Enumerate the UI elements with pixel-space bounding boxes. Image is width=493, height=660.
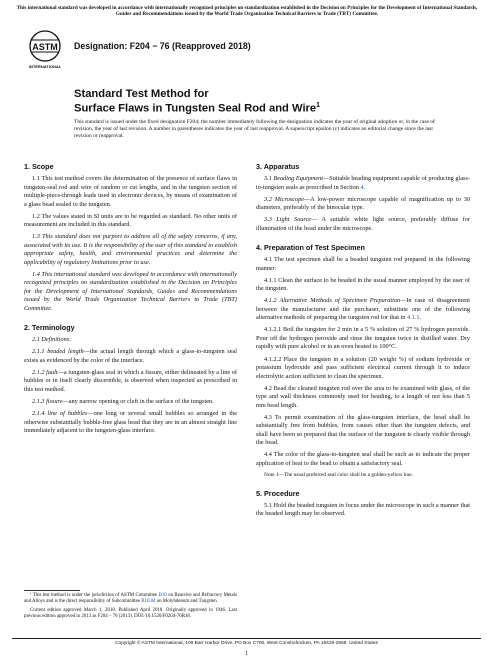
scope-1-1: 1.1 This test method covers the determination of the presence of surface flaws in tungsten-seal rod and wire of random or cut lengths, and in the tungsten section of multiple-piece-through leads used in electronic devices, by means of examination of a glass bead sealed to the tungsten. — [24, 175, 237, 208]
scope-heading: 1. Scope — [24, 162, 54, 171]
apparatus-3-3: 3.3 Light Source— A suitable white light source, preferably diffuse for illumination of the bead under the microscope. — [256, 216, 470, 232]
note-1: Note 1—The usual preferred seal color shall be a golden-yellow hue. — [264, 471, 413, 478]
procedure-5-1: 5.1 Hold the beaded tungsten in focus under the microscope in such a manner that the beaded length may be observed. — [256, 501, 470, 518]
terminology-heading: 2. Terminology — [24, 323, 75, 333]
copyright-line: Copyright © ASTM International, 100 Barr Harbor Drive, PO Box C700, West Conshohocken, PA 19428-2959. United States — [115, 641, 378, 646]
terminology-2-1-4: 2.1.4 line of bubbles—one long or several small bubbles so arranged in the otherwise substantially bubble-free glass bead that they are in an almost straight line immediately adjacent to the tungsten-glass interface. — [24, 410, 237, 435]
subcommittee-b10-04-link[interactable]: B10.04 — [141, 599, 156, 605]
apparatus-3-1: 3.1 Beading Equipment—Suitable beading equipment capable of producing glass-to-tungsten seals as prescribed in Section 4. — [256, 175, 470, 191]
title-footnote-mark[interactable]: 1 — [316, 102, 321, 110]
astm-international-logo-icon — [28, 30, 62, 70]
footnote-edition: Current edition approved March 1, 2018. Published April 2018. Originally approved in 1946. Last previous edition approved in 2013 as F204 – 76 (2013). DOI: 10.1520/F0204-76R18. — [24, 607, 237, 619]
preparation-4-3: 4.3 To permit examination of the glass-tungsten interface, the bead shall be substantially free from bubbles, from causes other than the tungsten defects, and shall have been so prepared that the surface of the tungsten is clearly visible through the bead. — [256, 413, 470, 447]
terminology-2-1-2: 2.1.2 fault—a tungsten-glass seal in which a fissure, either delineated by a line of bubbles or in itself clearly discernible, is observed when inspected as prescribed in this test method. — [24, 368, 237, 393]
international-standard-notice: This international standard was developed in accordance with internationally recognized principles on standardization established in the Decision on Principles for the Development of International Standards, Guides and Recommendations issued by the World Trade Organization Technical Barriers to Trade (TBT) Committee. — [16, 5, 478, 18]
issue-note: This standard is issued under the fixed designation F204; the number immediately following the designation indicates the year of original adoption or, in the case of revision, the year of last revision. A number in parentheses indicates the year of last reapproval. A superscript epsilon (ε) indicates an editorial change since the last revision or reapproval. — [74, 119, 435, 139]
preparation-4-1-2-2: 4.1.2.2 Place the tungsten in a solution (20 weight %) of sodium hydroxide or potassium hydroxide and pass sufficient electrical current through it to induce electrolytic action sufficient to clean the specimen. — [256, 355, 470, 380]
scope-1-2: 1.2 The values stated in SI units are to be regarded as standard. No other units of measurement are included in this standard. — [24, 212, 237, 229]
scope-1-3: 1.3 This standard does not purport to address all of the safety concerns, if any, associated with its use. It is the responsibility of the user of this standard to establish appropriate safety, health, and environmental practices and determine the applicability of regulatory limitations prior to use. — [24, 233, 237, 266]
preparation-4-4: 4.4 The color of the glass-to-tungsten seal shall be such as to indicate the proper application of heat to the bead to obtain a satisfactory seal. — [256, 451, 470, 467]
preparation-heading: 4. Preparation of Test Specimen — [256, 243, 365, 253]
terminology-2-1-1: 2.1.1 beaded length—the actual length through which a glass-to-tungsten seal exists as evidenced by the color of the interface. — [24, 348, 238, 364]
scope-1-4: 1.4 This international standard was developed in accordance with internationally recognized principles on standardization established in the Decision on Principles for the Development of International Standards, Guides and Recommendations issued by the World Trade Organization Technical Barriers to Trade (TBT) Committee. — [24, 270, 237, 312]
page-number: 1 — [245, 651, 248, 657]
footnote-divider — [24, 590, 80, 591]
apparatus-heading: 3. Apparatus — [256, 162, 300, 171]
terminology-2-1-3: 2.1.3 fissure—any narrow opening or cleft in the surface of the tungsten. — [32, 398, 214, 406]
document-title — [74, 88, 454, 116]
title-line-1: Standard Test Method for — [74, 88, 209, 100]
copyright-divider — [12, 638, 481, 639]
left-column — [24, 162, 237, 439]
logo-letters: ASTM — [32, 42, 58, 52]
right-column — [256, 162, 470, 523]
preparation-4-1-2: 4.1.2 Alternative Methods of Specimen Preparation—In case of disagreement between the manufacturer and the purchaser, substitute one of the following alternative methods of preparing the tungsten rod for that in 4.1.1. — [256, 297, 470, 322]
procedure-heading: 5. Procedure — [256, 488, 300, 498]
preparation-4-1-2-1: 4.1.2.1 Boil the tungsten for 2 min in a 5 % solution of 27 % hydrogen peroxide. Pour off the hydrogen peroxide and rinse the tungsten twice in distilled water. Dry rapidly with pure alcohol or in an oven heated to 100°C. — [256, 326, 470, 351]
title-line-2: Surface Flaws in Tungsten Seal Rod and Wire$^1$ — [74, 102, 321, 116]
footnotes — [24, 593, 237, 622]
preparation-4-1-1: 4.1.1 Clean the surface to be beaded in the usual manner employed by the user of the tungsten. — [256, 276, 470, 293]
apparatus-3-2: 3.2 Microscope—A low-power microscope capable of magnification up to 30 diameters, preferably of the binocular type. — [256, 195, 470, 212]
committee-b10-link[interactable]: B10 — [158, 593, 167, 598]
preparation-4-2: 4.2 Bead the cleaned tungsten rod over the area to be examined with glass, of the type and wall thickness commonly used for beading, to a length of not less than 5 mm bead length. — [256, 384, 470, 409]
footnote-1: ¹ This test method is under the jurisdiction of ASTM Committee B10 on Reactive and Refractory Metals and Alloys and is the direct responsibility of Subcommittee B10.04 on Molybdenum and Tungsten. — [24, 593, 237, 605]
designation: Designation: F204 − 76 (Reapproved 2018) — [74, 41, 251, 51]
terminology-2-1: 2.1 Definitions: — [32, 336, 72, 344]
preparation-4-1: 4.1 The test specimen shall be a beaded tungsten rod prepared in the following manner: — [256, 256, 470, 272]
section-4-1-1-link[interactable]: 4.1.1 — [407, 314, 420, 322]
section-4-link[interactable]: 4 — [360, 183, 364, 191]
logo-tagline: INTERNATIONAL — [28, 64, 62, 69]
